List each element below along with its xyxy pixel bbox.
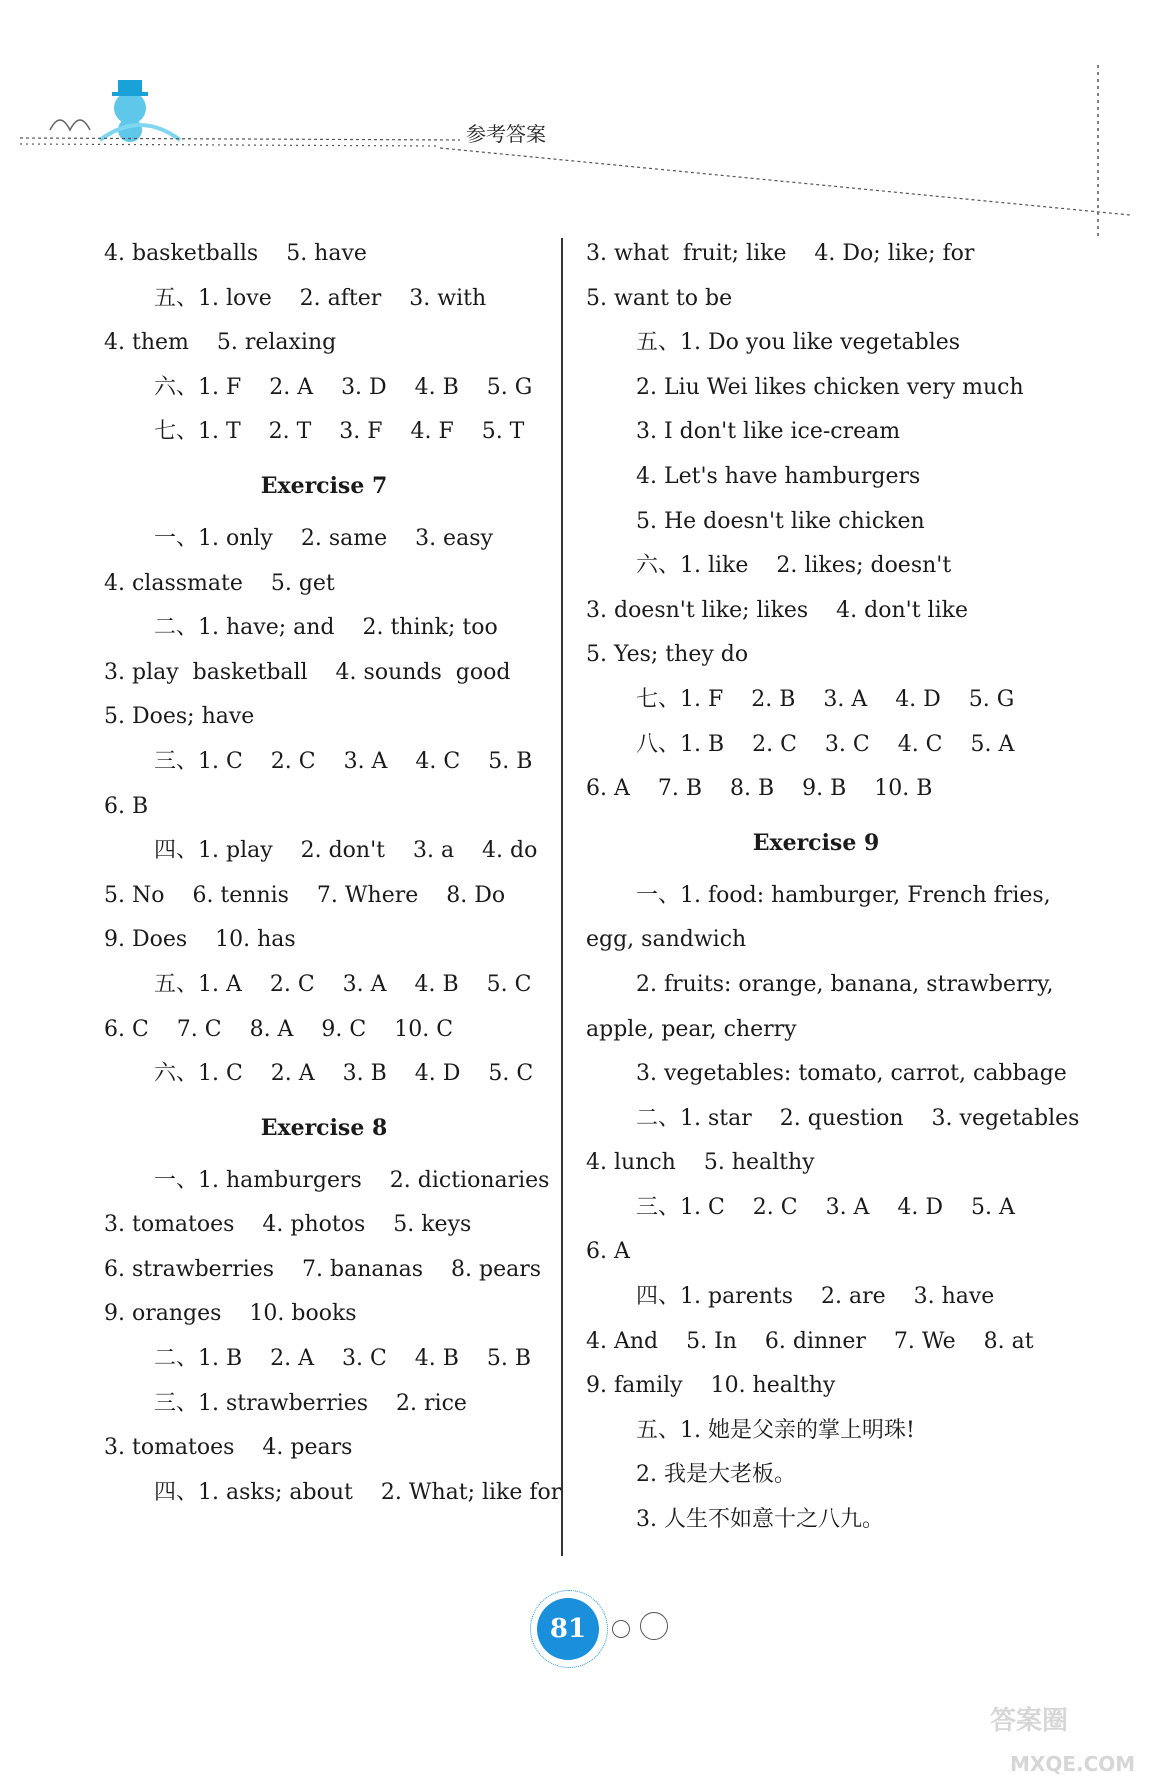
answer-line: 9. Does 10. has bbox=[104, 927, 296, 953]
exercise-heading: Exercise 8 bbox=[260, 1114, 388, 1141]
answer-line: 5. Yes; they do bbox=[586, 642, 749, 668]
answer-line: 六、1. C 2. A 3. B 4. D 5. C bbox=[154, 1061, 534, 1087]
left-answer-column bbox=[104, 232, 562, 1515]
answer-line: 3. I don't like ice-cream bbox=[636, 419, 901, 445]
header-decoration bbox=[0, 0, 1172, 240]
answer-line: 五、1. A 2. C 3. A 4. B 5. C bbox=[154, 971, 532, 997]
answer-line: 2. 我是大老板。 bbox=[636, 1462, 796, 1488]
page-header-title: 参考答案 bbox=[466, 122, 546, 146]
answer-line: 2. Liu Wei likes chicken very much bbox=[636, 374, 1024, 400]
answer-line: 二、1. have; and 2. think; too bbox=[154, 615, 498, 641]
answer-line: 五、1. love 2. after 3. with bbox=[154, 285, 487, 311]
answer-line: 5. Does; have bbox=[104, 704, 255, 730]
answer-line: 八、1. B 2. C 3. C 4. C 5. A bbox=[636, 731, 1015, 757]
answer-line: 三、1. C 2. C 3. A 4. D 5. A bbox=[636, 1194, 1015, 1220]
answer-line: 5. want to be bbox=[586, 285, 733, 311]
circle-icon bbox=[640, 1612, 668, 1640]
answer-line: 6. strawberries 7. bananas 8. pears bbox=[104, 1256, 542, 1282]
small-circle-icon bbox=[612, 1620, 630, 1638]
answer-line: 4. lunch 5. healthy bbox=[586, 1150, 815, 1176]
right-answer-column bbox=[586, 232, 1080, 1543]
answer-line: 3. tomatoes 4. pears bbox=[104, 1435, 353, 1461]
answer-line: 五、1. 她是父亲的掌上明珠! bbox=[636, 1417, 915, 1443]
answer-line: 4. them 5. relaxing bbox=[104, 330, 337, 356]
swirl-icon bbox=[50, 120, 90, 130]
answer-line: 四、1. play 2. don't 3. a 4. do bbox=[154, 838, 538, 864]
snowman-icon bbox=[100, 80, 180, 142]
watermark-logo: 答案圈 bbox=[990, 1706, 1069, 1736]
answer-line: 二、1. B 2. A 3. C 4. B 5. B bbox=[154, 1346, 532, 1372]
answer-line: egg, sandwich bbox=[586, 927, 747, 953]
answer-line: 3. 人生不如意十之八九。 bbox=[636, 1507, 884, 1533]
answer-line: 6. C 7. C 8. A 9. C 10. C bbox=[104, 1016, 454, 1042]
answer-line: 三、1. C 2. C 3. A 4. C 5. B bbox=[154, 748, 533, 774]
answer-line: 3. what fruit; like 4. Do; like; for bbox=[586, 241, 975, 266]
answer-line: 一、1. only 2. same 3. easy bbox=[154, 525, 493, 551]
answer-line: 一、1. hamburgers 2. dictionaries bbox=[154, 1167, 550, 1193]
answer-line: 五、1. Do you like vegetables bbox=[636, 330, 961, 356]
answer-line: 四、1. parents 2. are 3. have bbox=[636, 1284, 995, 1310]
answer-line: 六、1. F 2. A 3. D 4. B 5. G bbox=[154, 374, 533, 400]
column-divider bbox=[561, 238, 563, 1556]
answer-line: 4. basketballs 5. have bbox=[104, 241, 367, 266]
answer-line: 9. family 10. healthy bbox=[586, 1373, 836, 1399]
answer-line: 4. classmate 5. get bbox=[104, 570, 335, 596]
answer-line: 六、1. like 2. likes; doesn't bbox=[636, 553, 952, 579]
answer-line: 3. play basketball 4. sounds good bbox=[104, 659, 511, 685]
exercise-heading: Exercise 7 bbox=[260, 472, 388, 499]
watermark-url: MXQE.COM bbox=[1010, 1752, 1136, 1776]
answer-line: 3. doesn't like; likes 4. don't like bbox=[586, 597, 968, 623]
answer-line: 5. He doesn't like chicken bbox=[636, 508, 925, 534]
answer-line: 6. B bbox=[104, 793, 149, 819]
answer-line: 一、1. food: hamburger, French fries, bbox=[636, 882, 1051, 908]
answer-line: 4. And 5. In 6. dinner 7. We 8. at bbox=[586, 1328, 1034, 1354]
answer-line: 4. Let's have hamburgers bbox=[636, 463, 921, 489]
answer-line: 七、1. T 2. T 3. F 4. F 5. T bbox=[154, 419, 525, 445]
answer-line: 6. A 7. B 8. B 9. B 10. B bbox=[586, 776, 933, 802]
page-number: 81 bbox=[537, 1598, 599, 1660]
answer-line: 6. A bbox=[586, 1239, 630, 1265]
answer-line: 2. fruits: orange, banana, strawberry, bbox=[636, 971, 1054, 997]
answer-line: 5. No 6. tennis 7. Where 8. Do bbox=[104, 882, 506, 908]
answer-line: 二、1. star 2. question 3. vegetables bbox=[636, 1105, 1080, 1131]
answer-line: 3. tomatoes 4. photos 5. keys bbox=[104, 1212, 472, 1238]
answer-line: 三、1. strawberries 2. rice bbox=[154, 1390, 467, 1416]
answer-line: 四、1. asks; about 2. What; like for bbox=[154, 1479, 562, 1505]
exercise-heading: Exercise 9 bbox=[752, 829, 880, 856]
answer-line: apple, pear, cherry bbox=[586, 1016, 797, 1042]
answer-line: 9. oranges 10. books bbox=[104, 1301, 357, 1327]
answer-line: 七、1. F 2. B 3. A 4. D 5. G bbox=[636, 686, 1015, 712]
answer-line: 3. vegetables: tomato, carrot, cabbage bbox=[636, 1061, 1067, 1087]
